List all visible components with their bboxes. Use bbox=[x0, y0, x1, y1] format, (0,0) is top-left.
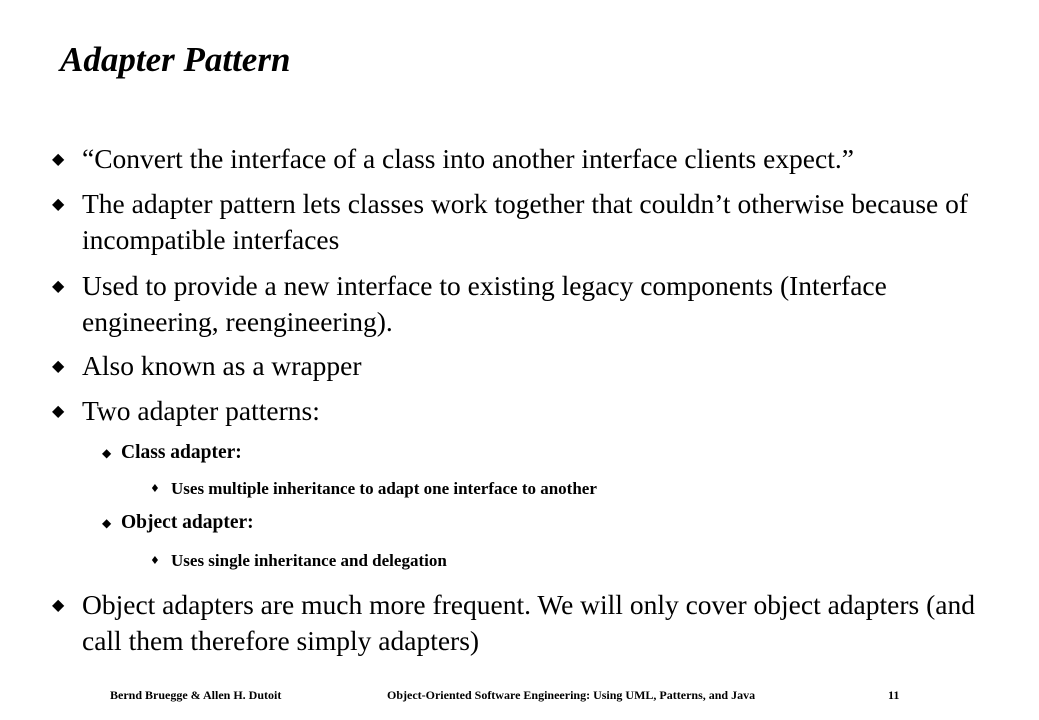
sub-bullet-text: Class adapter: bbox=[121, 442, 242, 463]
small-diamond-icon: ◆ bbox=[102, 446, 112, 460]
footer-page-number: 11 bbox=[888, 688, 900, 702]
filled-diamond-icon: ◆ bbox=[52, 401, 65, 420]
footer-authors: Bernd Bruegge & Allen H. Dutoit bbox=[110, 688, 282, 702]
bullet-item bbox=[52, 268, 982, 340]
small-diamond-icon: ◆ bbox=[102, 516, 112, 530]
bullet-text: Two adapter patterns: bbox=[82, 395, 320, 426]
bullet-item bbox=[52, 587, 982, 659]
bullet-text: “Convert the interface of a class into another interface clients expect.” bbox=[82, 143, 854, 174]
bullet-item bbox=[52, 393, 982, 429]
subsub-bullet-item bbox=[150, 549, 447, 573]
filled-diamond-icon: ◆ bbox=[52, 276, 65, 295]
filled-diamond-icon: ◆ bbox=[52, 149, 65, 168]
sub-bullet-item bbox=[102, 440, 242, 466]
filled-diamond-icon: ◆ bbox=[52, 356, 65, 375]
subsub-bullet-item bbox=[150, 477, 597, 501]
bullet-text: Used to provide a new interface to existing legacy components (Interface engineering, reengineering). bbox=[82, 270, 887, 337]
footer-book-title: Object-Oriented Software Engineering: Using UML, Patterns, and Java bbox=[387, 688, 756, 702]
bullet-item bbox=[52, 348, 982, 384]
slide-title: Adapter Pattern bbox=[60, 40, 291, 79]
tall-diamond-icon: ♦ bbox=[150, 482, 160, 495]
bullet-text: Also known as a wrapper bbox=[82, 350, 362, 381]
sub-bullet-item bbox=[102, 510, 254, 536]
sub-bullet-text: Object adapter: bbox=[121, 512, 254, 533]
subsub-bullet-text: Uses multiple inheritance to adapt one interface to another bbox=[171, 479, 597, 498]
bullet-text: Object adapters are much more frequent. We will only cover object adapters (and call them therefore simply adapters) bbox=[82, 589, 975, 656]
bullet-text: The adapter pattern lets classes work together that couldn’t otherwise because of incompatible interfaces bbox=[82, 188, 969, 255]
filled-diamond-icon: ◆ bbox=[52, 595, 65, 614]
subsub-bullet-text: Uses single inheritance and delegation bbox=[171, 551, 447, 570]
filled-diamond-icon: ◆ bbox=[52, 194, 65, 213]
bullet-item bbox=[52, 186, 982, 258]
bullet-item bbox=[52, 141, 1012, 177]
tall-diamond-icon: ♦ bbox=[150, 554, 160, 567]
